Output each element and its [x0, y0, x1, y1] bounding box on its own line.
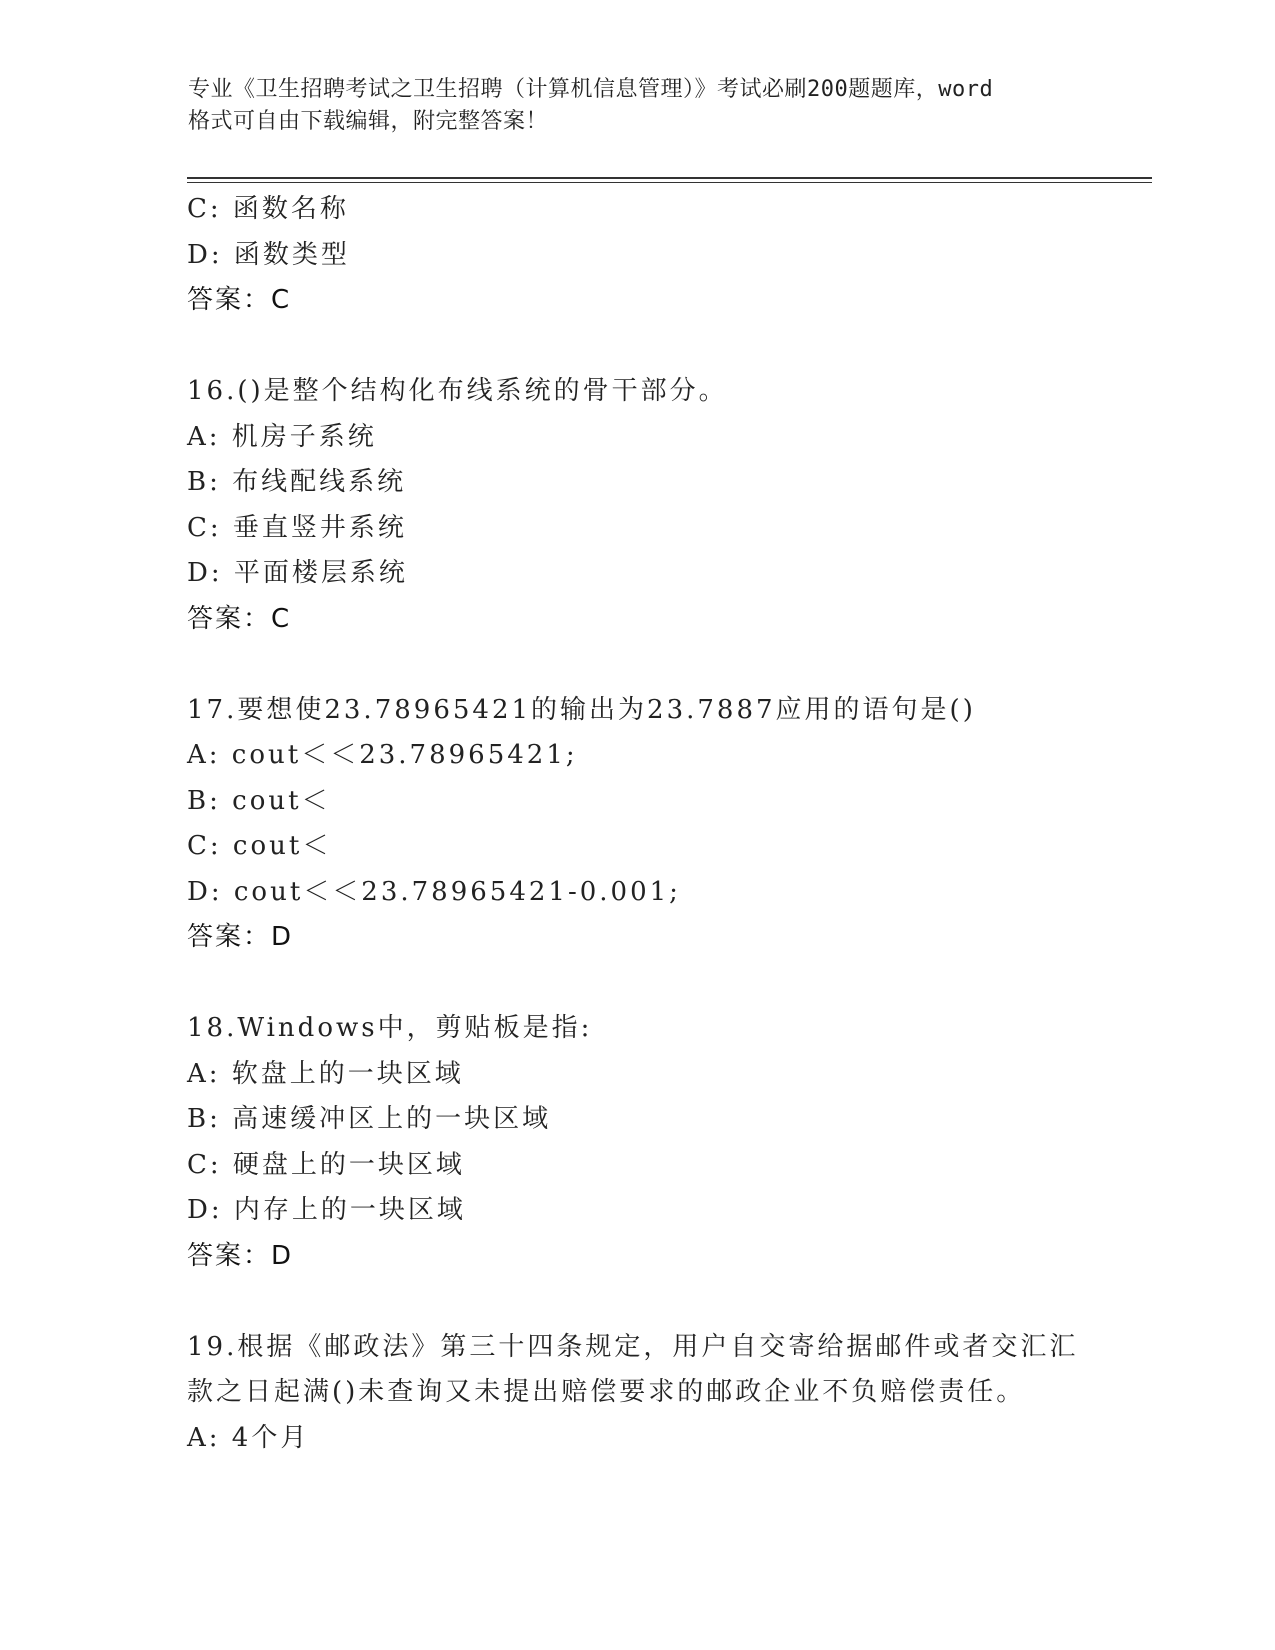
question-text: 17.要想使23.78965421的输出为23.7887应用的语句是() — [187, 694, 976, 725]
question-text: 16.()是整个结构化布线系统的骨干部分。 — [187, 376, 728, 406]
answer: 答案：C — [187, 285, 292, 315]
spacer — [187, 961, 1147, 1007]
option-a: A: cout＜＜23.78965421; — [187, 740, 578, 770]
question-16 — [187, 369, 1147, 642]
header-divider-thin — [187, 182, 1152, 183]
header-title-line-2: 格式可自由下载编辑，附完整答案！ — [188, 109, 549, 134]
option-a: A: 软盘上的一块区域 — [187, 1058, 464, 1089]
option-a: A: 机房子系统 — [187, 421, 377, 452]
question-18 — [187, 1006, 1147, 1279]
spacer — [187, 1279, 1147, 1325]
spacer — [187, 324, 1147, 370]
document-header — [188, 74, 1088, 138]
question-15-tail — [187, 187, 1147, 324]
question-list — [187, 187, 1147, 1461]
question-text-line-1: 19.根据《邮政法》第三十四条规定，用户自交寄给据邮件或者交汇汇 — [187, 1331, 1079, 1362]
question-19 — [187, 1325, 1147, 1462]
header-divider-thick — [187, 177, 1152, 179]
option-d: D: 平面楼层系统 — [187, 558, 408, 588]
answer: 答案：D — [187, 922, 294, 952]
option-c: C: cout＜ — [187, 831, 332, 861]
header-title-line-1: 专业《卫生招聘考试之卫生招聘（计算机信息管理）》考试必刷200题题库，word — [188, 77, 994, 102]
option-d: D: 内存上的一块区域 — [187, 1195, 466, 1225]
spacer — [187, 642, 1147, 688]
question-text: 18.Windows中，剪贴板是指: — [187, 1013, 593, 1043]
option-d: D: 函数类型 — [187, 239, 350, 270]
question-text-line-2: 款之日起满()未查询又未提出赔偿要求的邮政企业不负赔偿责任。 — [187, 1377, 1026, 1407]
option-c: C: 垂直竖井系统 — [187, 512, 407, 543]
option-a: A: 4个月 — [187, 1422, 310, 1453]
option-c: C: 硬盘上的一块区域 — [187, 1149, 465, 1180]
option-b: B: 高速缓冲区上的一块区域 — [187, 1104, 552, 1134]
answer: 答案：C — [187, 603, 292, 634]
option-c: C: 函数名称 — [187, 194, 349, 224]
answer: 答案：D — [187, 1240, 294, 1271]
option-b: B: cout＜ — [187, 785, 331, 816]
question-17 — [187, 688, 1147, 961]
option-b: B: 布线配线系统 — [187, 467, 407, 497]
option-d: D: cout＜＜23.78965421-0.001; — [187, 876, 681, 907]
